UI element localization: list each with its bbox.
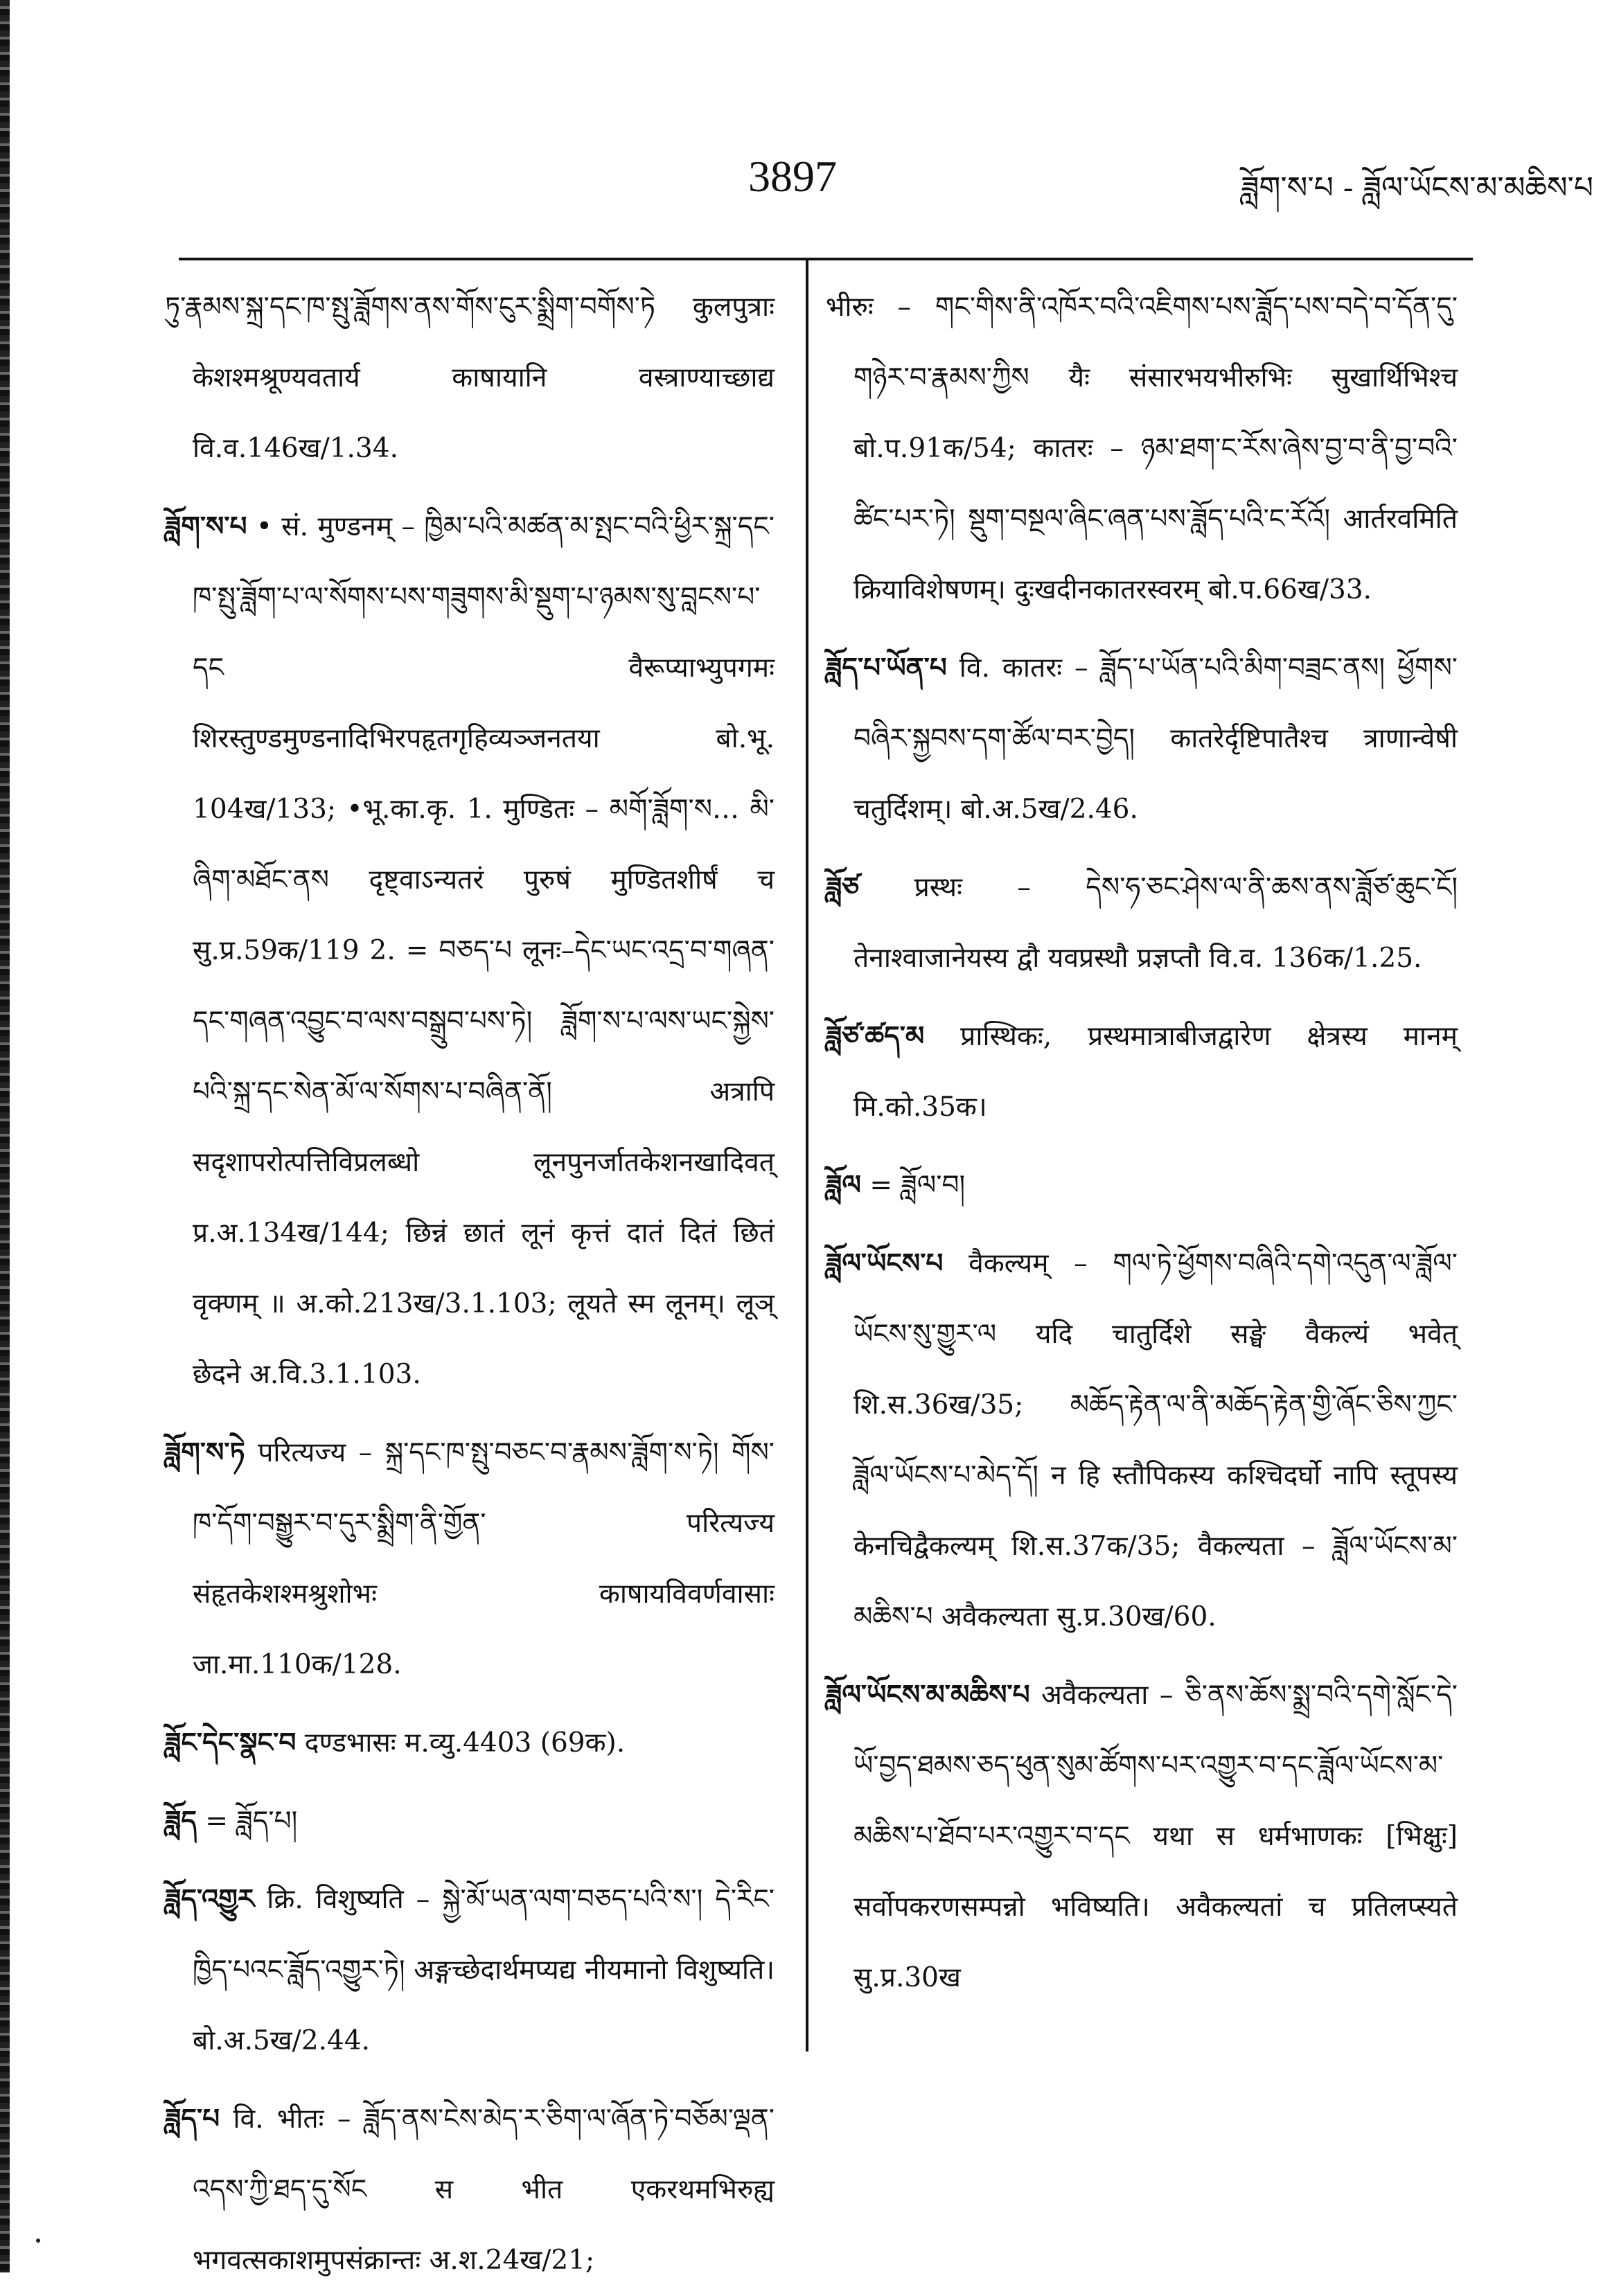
dictionary-entry bbox=[165, 1417, 775, 1700]
dictionary-entry bbox=[826, 1150, 1458, 1221]
entry-body: क्रि. विशुष्यति – སྐྱེ་མོ་ཡན་ལག་བཅད་པའི་ས་། དེ་རིང་ཁྱིད་པའང་ཟློད་འགྱུར་ཏེ། अङ्गच्छेदार्थमप्यद्य नीयमानो विशुष्यति। बो.अ.5ख/2.44. bbox=[193, 1884, 775, 2056]
entry-body: वि. कातरः – ཟློད་པ་ཡོན་པའི་མིག་བཟྲང་ནས། ཕྱོགས་བཞིར་སྐྱབས་དག་ཚོལ་བར་བྱེད། कातरेर्दृष्टिपातैश्च त्राणान्वेषी चतुर्दिशम्। बो.अ.5ख/2.46. bbox=[853, 652, 1458, 825]
dictionary-entry bbox=[826, 852, 1458, 994]
page-number: 3897 bbox=[748, 152, 837, 201]
dictionary-entry bbox=[165, 2083, 775, 2296]
entry-body: ཏུ་རྣམས་སྐྲ་དང་ཁ་སྤུ་ཟློགས་ནས་གོས་ངུར་སྨྲིག་བགོས་ཏེ कुलपुत्राः केशश्मश्रूण्यवतार्य काषायानि वस्त्राण्याच्छाद्य वि.व.146ख/1.34. bbox=[165, 292, 775, 464]
entry-headword: ཟློག་ས་པ bbox=[165, 510, 247, 542]
column-divider bbox=[806, 258, 808, 2052]
dictionary-entry bbox=[826, 272, 1458, 625]
left-column bbox=[165, 272, 775, 2276]
entry-headword: ཟློད་འགྱུར bbox=[165, 1883, 255, 1915]
entry-headword: ཟློག་ས་ཏེ bbox=[165, 1436, 245, 1468]
entry-headword: ཟློཙ bbox=[826, 871, 860, 903]
running-head: ཟློག་ས་པ - ཟློལ་ཡོངས་མ་མཆིས་པ bbox=[1241, 170, 1593, 206]
dictionary-entry bbox=[826, 1659, 1458, 2013]
dictionary-entry bbox=[826, 632, 1458, 845]
entry-body: दण्डभासः म.व्यु.4403 (69क). bbox=[304, 1727, 626, 1759]
header-rule bbox=[179, 258, 1473, 260]
entry-body: = ཟློད་པ། bbox=[205, 1806, 298, 1837]
entry-headword: ཟློད་པ bbox=[165, 2103, 220, 2135]
entry-body: = ཟློལ་བ། bbox=[869, 1170, 966, 1201]
entry-body: परित्यज्य – སྐྲ་དང་ཁ་སྤུ་བཅང་བ་རྣམས་ཟློག་ས་ཏེ། གོས་ཁ་དོག་བསྒྱུར་བ་དུར་སྨྲིག་ནི་གྱོན་ परित्यज्य संहृतकेशश्मश्रुशोभः काषायविवर्णवासाः जा.मा.110क/128. bbox=[193, 1437, 775, 1680]
entry-body: वैकल्यम् – གལ་ཏེ་ཕྱོགས་བཞིའི་དགེ་འདུན་ལ་ཟློལ་ཡོངས་སུ་གྱུར་ལ यदि चातुर्दिशे सङ्घे वैकल्यं भवेत् शि.स.36ख/35; མཆོད་རྟེན་ལ་ནི་མཆོད་རྟེན་གྱི་ཞོང་ཅིས་ཀྱང་ཟློལ་ཡོངས་པ་མེད་དོ། न हि स्तौपिकस्य कश्चिदर्घो नापि स्तूपस्य केनचिद्वैकल्यम् शि.स.37क/35; वैकल्यता – ཟློལ་ཡོངས་མ་མཆིས་པ अवैकल्यता सु.प्र.30ख/60. bbox=[853, 1248, 1458, 1632]
dictionary-entry bbox=[826, 1228, 1458, 1653]
entry-body: वि. भीतः – ཟློད་ནས་ངེས་མེད་ར་ཅིག་ལ་ཞོན་ཏེ་བཅོམ་ལྡན་འདས་ཀྱི་ཐད་དུ་སོང स भीत एकरथमभिरुह्य भगवत्सकाशमुपसंक्रान्तः अ.श.24ख/21; bbox=[193, 2103, 775, 2276]
entry-body: प्रस्थः – དེས་ཧ་ཅང་ཤེས་ལ་ནི་ཆས་ནས་ཟློཙ་ཆུང་ངོ། तेनाश्वाजानेयस्य द्वौ यवप्रस्थौ प्रज्ञप्तौ वि.व. 136क/1.25. bbox=[853, 872, 1458, 974]
entry-headword: ཟློལ་ཡོངས་པ bbox=[826, 1247, 944, 1279]
entry-body: भीरुः – གང་གིས་ནི་འཁོར་བའི་འཇིགས་པས་ཟློད་པས་བདེ་བ་དོན་དུ་གཉེར་བ་རྣམས་ཀྱིས यैः संसारभयभीरुभिः सुखार्थिभिश्च बो.प.91क/54; कातरः – ཉམ་ཐག་ང་རོས་ཞེས་བྱ་བ་ནི་བྱ་བའི་ཚིང་པར་ཏེ། སྡུག་བསྔལ་ཞིང་ཞན་པས་ཟློད་པའི་ང་རོའོ། आर्तरवमिति क्रियाविशेषणम्। दुःखदीनकातरस्वरम् बो.प.66ख/33. bbox=[826, 292, 1458, 605]
dictionary-entry bbox=[165, 1786, 775, 1857]
entry-headword: ཟློལ་ཡོངས་མ་མཆིས་པ bbox=[826, 1679, 1030, 1711]
entry-body: प्रास्थिकः, प्रस्थमात्राबीजद्वारेण क्षेत्रस्य मानम् मि.को.35क। bbox=[853, 1021, 1458, 1123]
entry-headword: ཟློང་དེང་སྣང་བ bbox=[165, 1727, 297, 1759]
right-column bbox=[826, 272, 1458, 2086]
dictionary-entry bbox=[165, 1864, 775, 2076]
entry-headword: ཟློཙ་ཚད་མ bbox=[826, 1020, 925, 1052]
entry-body: • सं. मुण्डनम् – ཁྱིམ་པའི་མཚན་མ་སྤང་བའི་ཕྱིར་སྐྲ་དང་ཁ་སྤུ་ཟློག་པ་ལ་སོགས་པས་གཟུགས་མི་སྡུག་པ་ཉམས་སུ་བླངས་པ་དང वैरूप्याभ्युपगमः शिरस्तुण्डमुण्डनादिभिरपहृतगृहिव्यञ्जनतया बो.भू. 104ख/133; •भू.का.कृ. 1. मुण्डितः – མགོ་ཟློག་ས… མི་ཞིག་མཐོང་ནས दृष्ट्वाऽन्यतरं पुरुषं मुण्डितशीर्षं च सु.प्र.59क/119 2. = བཅད་པ लूनः–དེང་ཡང་འདྲ་བ་གཞན་དང་གཞན་འབྱུང་བ་ལས་བསྒྲུབ་པས་ཏེ། ཟློག་ས་པ་ལས་ཡང་སྐྱེས་པའི་སྐྲ་དང་སེན་མོ་ལ་སོགས་པ་བཞིན་ནོ། अत्रापि सदृशापरोत्पत्तिविप्रलब्धो लूनपुनर्जातकेशनखादिवत् प्र.अ.134ख/144; छिन्नं छातं लूनं कृत्तं दातं दितं छितं वृक्णम् ॥ अ.को.213ख/3.1.103; लूयते स्म लूनम्। लूञ् छेदने अ.वि.3.1.103. bbox=[193, 511, 775, 1390]
dictionary-entry bbox=[165, 491, 775, 1410]
scan-speck bbox=[36, 2239, 40, 2243]
dictionary-entry bbox=[165, 1707, 775, 1779]
dictionary-entry bbox=[826, 1001, 1458, 1143]
binding-edge bbox=[0, 0, 10, 2272]
entry-headword: ཟློད bbox=[165, 1805, 197, 1837]
entry-headword: ཟློད་པ་ཡོན་པ bbox=[826, 652, 947, 684]
entry-headword: ཟློལ bbox=[826, 1169, 861, 1201]
dictionary-entry bbox=[165, 272, 775, 484]
entry-body: अवैकल्यता – ཅི་ནས་ཆོས་སྨྲ་བའི་དགེ་སློང་དེ་ཡོ་བྱད་ཐམས་ཅད་ཕུན་སུམ་ཚོགས་པར་འགྱུར་བ་དང་ཟློལ་ཡོངས་མ་མཆིས་པ་ཐོབ་པར་འགྱུར་བ་དང यथा स धर्मभाणकः [भिक्षुः] सर्वोपकरणसम्पन्नो भविष्यति। अवैकल्यतां च प्रतिलप्स्यते सु.प्र.30ख bbox=[853, 1680, 1458, 1993]
